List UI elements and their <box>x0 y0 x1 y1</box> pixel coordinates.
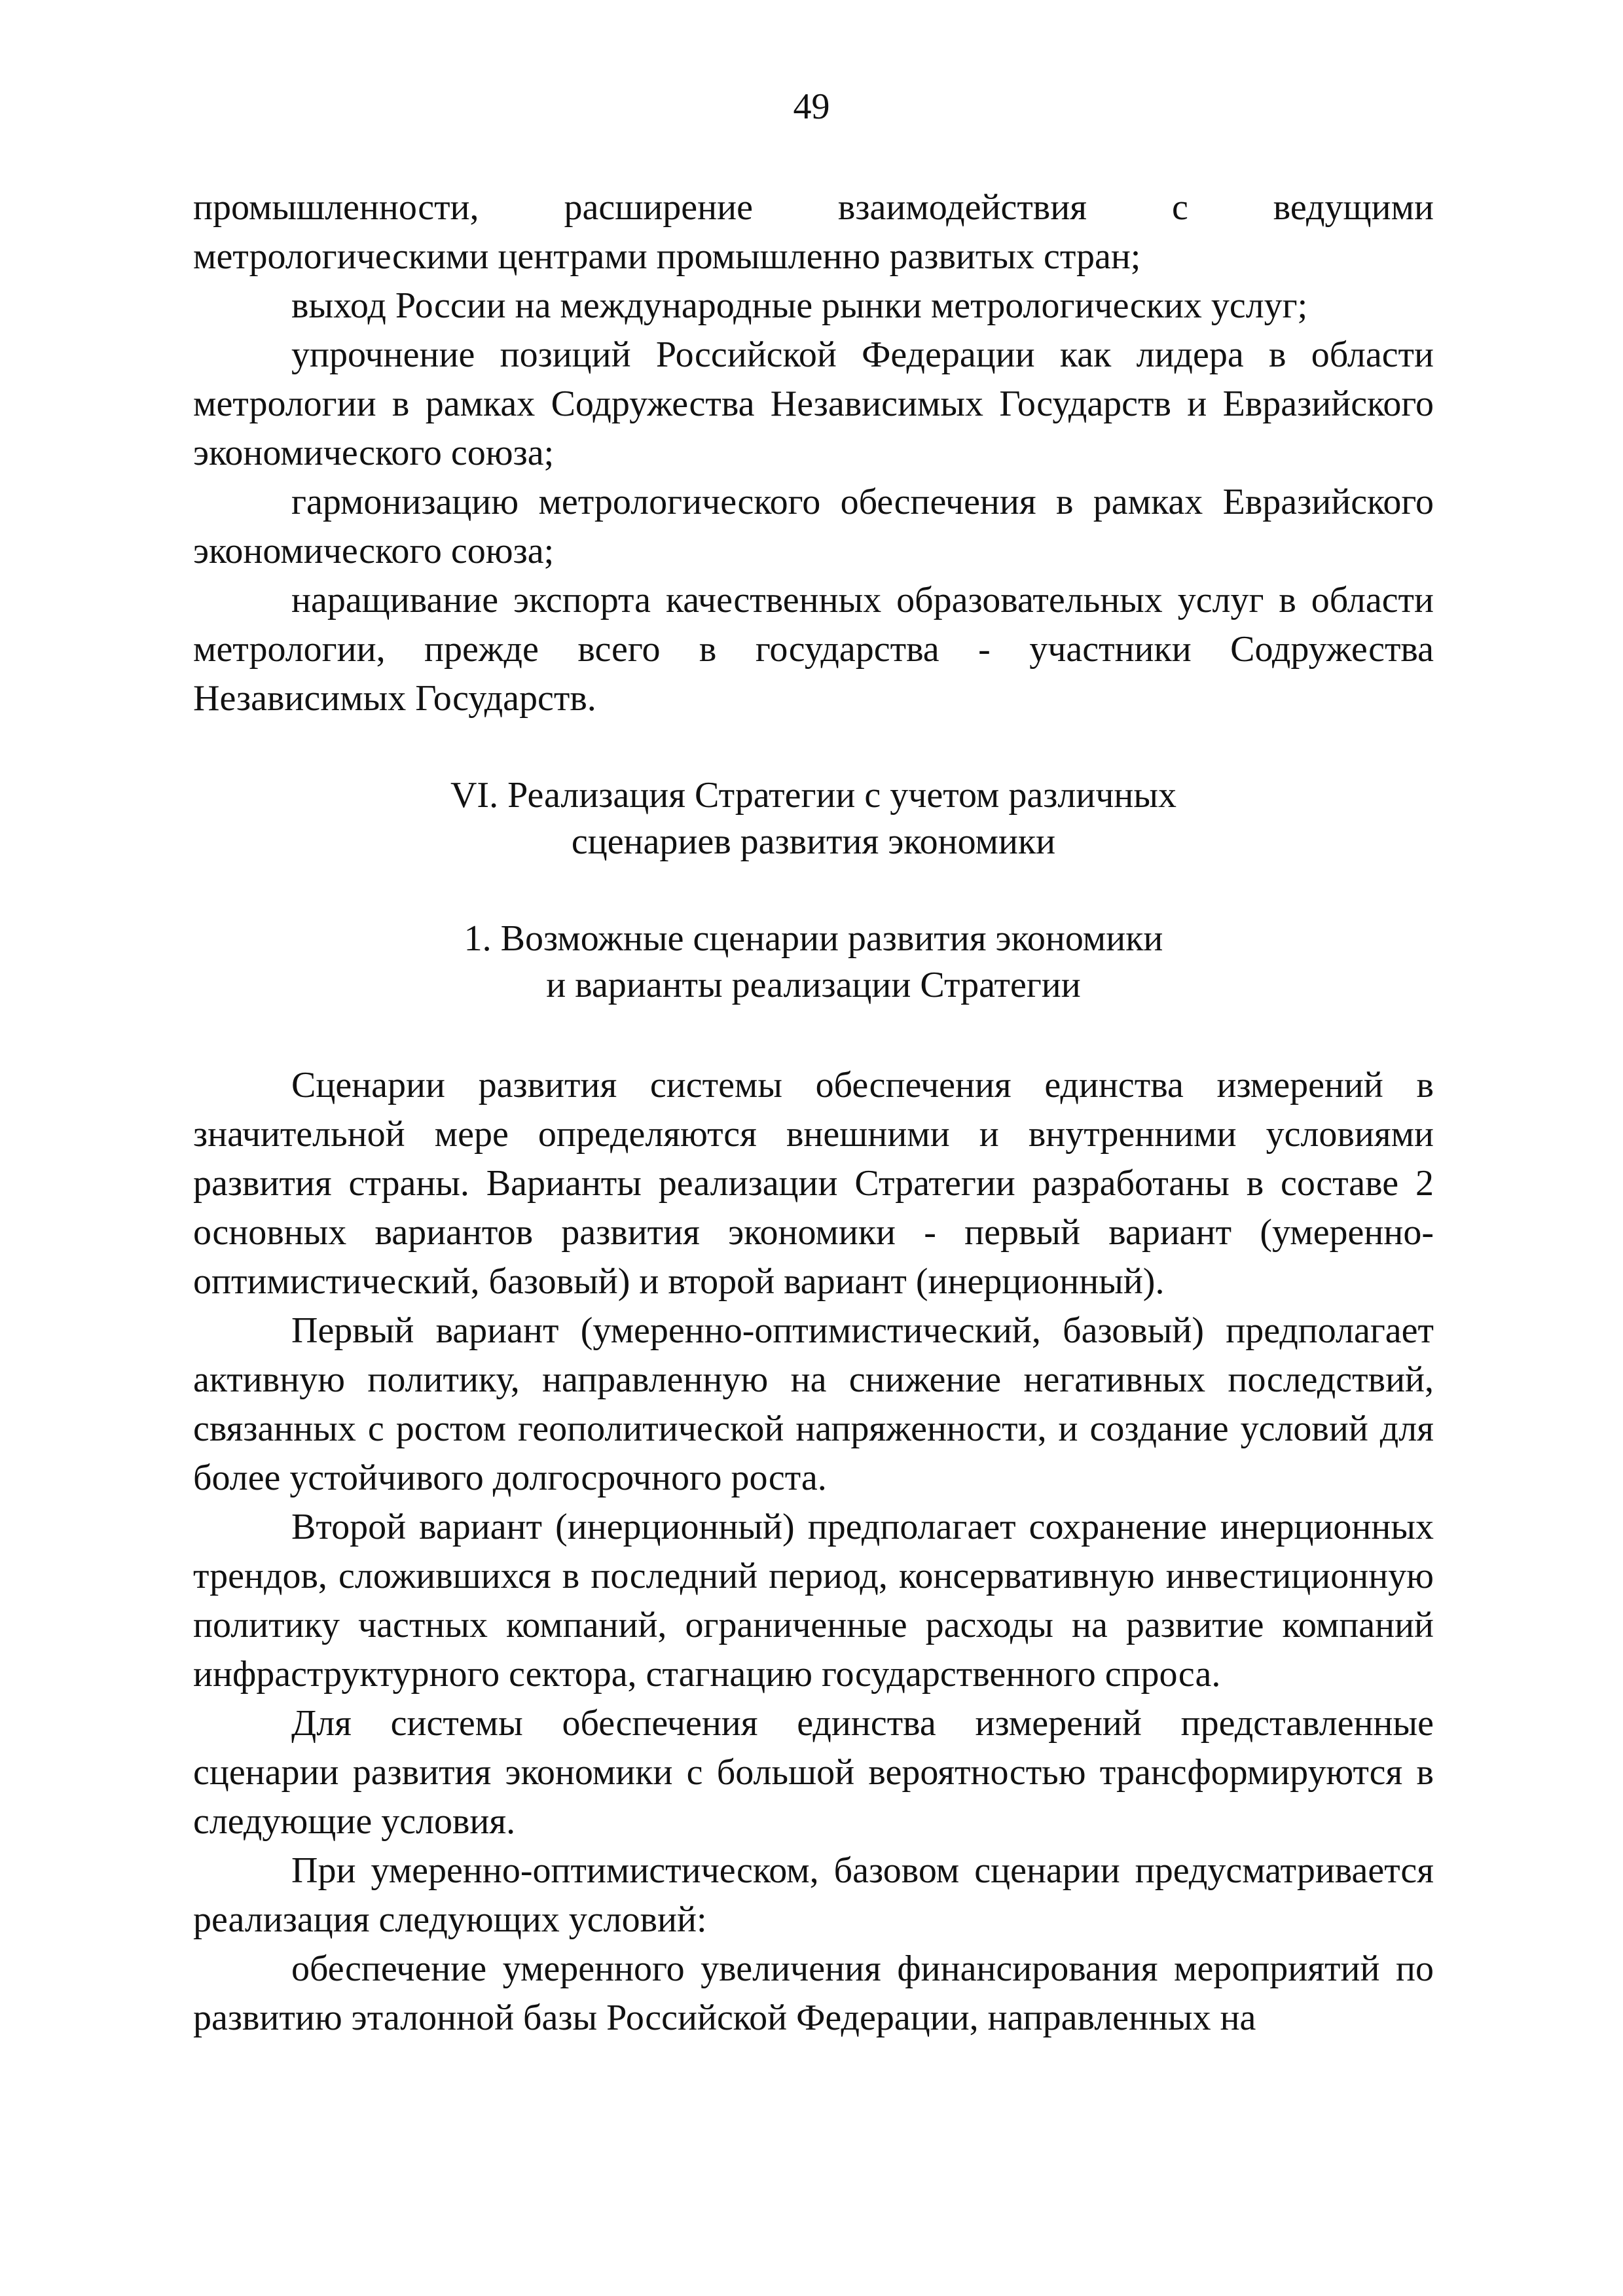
body-paragraph: Сценарии развития системы обеспечения единства измерений в значительной мере определяются внешними и внутренними условиями развития страны. Варианты реализации Стратегии разработаны в составе 2 основных вариантов развития экономики - первый вариант (умеренно-оптимистический, базовый) и второй вариант (инерционный). <box>193 1065 1434 1302</box>
page-content <box>193 183 1434 2043</box>
body-paragraph: обеспечение умеренного увеличения финансирования мероприятий по развитию эталонной базы Российской Федерации, направленных на <box>193 1948 1434 2038</box>
body-paragraph: Второй вариант (инерционный) предполагает сохранение инерционных трендов, сложившихся в последний период, консервативную инвестиционную политику частных компаний, ограниченные расходы на развитие компаний инфраструктурного сектора, стагнацию государственного спроса. <box>193 1507 1434 1695</box>
continued-paragraph: промышленности, расширение взаимодействия с ведущими метрологическими центрами промышленно развитых стран; <box>193 187 1434 277</box>
page-number: 49 <box>793 86 830 127</box>
section-heading <box>193 772 1434 865</box>
section-heading-line-2: сценариев развития экономики <box>571 821 1056 862</box>
list-item-paragraph: наращивание экспорта качественных образовательных услуг в области метрологии, прежде всего в государства - участники Содружества Независимых Государств. <box>193 580 1434 719</box>
list-item-paragraph: упрочнение позиций Российской Федерации как лидера в области метрологии в рамках Содружества Независимых Государств и Евразийского экономического союза; <box>193 334 1434 473</box>
body-paragraph: Первый вариант (умеренно-оптимистический, базовый) предполагает активную политику, направленную на снижение негативных последствий, связанных с ростом геополитической напряженности, и создание условий для более устойчивого долгосрочного роста. <box>193 1310 1434 1498</box>
subsection-heading-line-1: 1. Возможные сценарии развития экономики <box>464 918 1163 959</box>
subsection-heading <box>193 916 1434 1009</box>
body-paragraph: Для системы обеспечения единства измерений представленные сценарии развития экономики с большой вероятностью трансформируются в следующие условия. <box>193 1703 1434 1842</box>
list-item-paragraph: гармонизацию метрологического обеспечения в рамках Евразийского экономического союза; <box>193 482 1434 571</box>
section-heading-line-1: VI. Реализация Стратегии с учетом различных <box>450 775 1176 816</box>
list-item-paragraph: выход России на международные рынки метрологических услуг; <box>291 285 1308 326</box>
subsection-heading-line-2: и варианты реализации Стратегии <box>546 965 1081 1005</box>
body-paragraph: При умеренно-оптимистическом, базовом сценарии предусматривается реализация следующих условий: <box>193 1850 1434 1940</box>
